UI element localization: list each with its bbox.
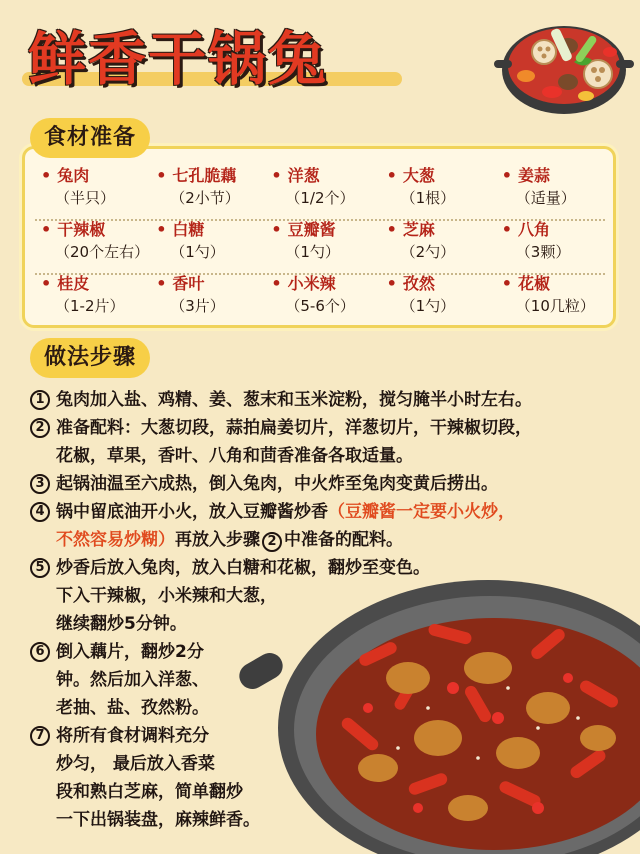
ingredient-item xyxy=(148,273,263,327)
ingredients-grid xyxy=(33,165,609,327)
ingredient-item xyxy=(379,273,494,327)
step-text-part: 中准备的配料。 xyxy=(284,530,403,550)
ingredient-name: • 大葱 xyxy=(387,165,494,187)
ingredient-qty: （1勺） xyxy=(170,243,225,261)
ingredient-item xyxy=(494,273,609,327)
step-number: 7 xyxy=(30,726,50,746)
step-number: 2 xyxy=(30,418,50,438)
ingredient-qty: （1根） xyxy=(400,189,456,207)
ingredient-name: • 芝麻 xyxy=(387,219,494,241)
ingredient-name: • 兔肉 xyxy=(41,165,148,187)
step-text: 段和熟白芝麻，简单翻炒 xyxy=(56,782,243,802)
ingredient-item xyxy=(379,165,494,219)
step-text: 炒匀， 最后放入香菜 xyxy=(56,754,215,774)
ingredient-item xyxy=(33,273,148,327)
step-text: 将所有食材调料充分 xyxy=(56,726,209,746)
step-text-part: 再放入步骤 xyxy=(175,530,260,550)
ingredient-qty: （20个左右） xyxy=(55,243,150,261)
ingredient-name: • 七孔脆藕 xyxy=(156,165,263,187)
ingredient-item xyxy=(148,219,263,273)
step-text: 老抽、盐、孜然粉。 xyxy=(56,698,209,718)
step-reference: 2 xyxy=(262,532,282,552)
ingredient-item xyxy=(494,165,609,219)
step-text: 钟。然后加入洋葱、 xyxy=(56,670,209,690)
ingredient-qty: （1-2片） xyxy=(55,297,125,315)
step-1 xyxy=(30,386,630,414)
ingredient-item xyxy=(263,219,378,273)
ingredient-qty: （半只） xyxy=(55,189,116,207)
step-text-part: 锅中留底油开小火，放入豆瓣酱炒香 xyxy=(56,502,328,522)
ingredient-qty: （1勺） xyxy=(400,297,456,315)
ingredient-item xyxy=(263,165,378,219)
step-text xyxy=(56,526,630,554)
step-number: 6 xyxy=(30,642,50,662)
ingredient-name: • 八角 xyxy=(502,219,609,241)
page-title: 鲜香干锅兔 xyxy=(28,25,329,93)
ingredient-name: • 干辣椒 xyxy=(41,219,148,241)
ingredients-heading: 食材准备 xyxy=(30,118,150,158)
ingredient-item xyxy=(33,219,148,273)
ingredient-item xyxy=(33,165,148,219)
step-highlight: （豆瓣酱一定要小火炒， xyxy=(328,502,515,522)
ingredient-item xyxy=(379,219,494,273)
ingredient-qty: （5-6个） xyxy=(285,297,355,315)
step-text: 下入干辣椒，小米辣和大葱， xyxy=(56,586,277,606)
step-5 xyxy=(30,554,630,638)
step-number: 4 xyxy=(30,502,50,522)
ingredient-item xyxy=(263,273,378,327)
ingredient-name: • 姜蒜 xyxy=(502,165,609,187)
step-text: 起锅油温至六成热，倒入兔肉，中火炸至兔肉变黄后捞出。 xyxy=(56,474,498,494)
dry-pot-illustration xyxy=(486,4,636,124)
step-2 xyxy=(30,414,630,470)
ingredient-qty: （2勺） xyxy=(400,243,456,261)
ingredient-name: • 小米辣 xyxy=(271,273,378,295)
step-number: 1 xyxy=(30,390,50,410)
step-text: 炒香后放入兔肉，放入白糖和花椒，翻炒至变色。 xyxy=(56,558,430,578)
steps-list xyxy=(30,386,630,834)
ingredient-item xyxy=(494,219,609,273)
step-number: 3 xyxy=(30,474,50,494)
ingredient-qty: （3片） xyxy=(170,297,225,315)
step-text xyxy=(56,498,630,526)
ingredient-qty: （1/2个） xyxy=(285,189,355,207)
step-text: 继续翻炒5分钟。 xyxy=(56,614,187,634)
ingredient-item xyxy=(148,165,263,219)
step-text: 兔肉加入盐、鸡精、姜、葱末和玉米淀粉，搅匀腌半小时左右。 xyxy=(56,390,532,410)
step-text: 倒入藕片，翻炒2分 xyxy=(56,642,204,662)
ingredient-name: • 桂皮 xyxy=(41,273,148,295)
ingredient-name: • 花椒 xyxy=(502,273,609,295)
step-text: 一下出锅装盘，麻辣鲜香。 xyxy=(56,810,260,830)
steps-heading: 做法步骤 xyxy=(30,338,150,378)
ingredients-card xyxy=(22,146,616,328)
step-text: 准备配料：大葱切段，蒜拍扁姜切片，洋葱切片，干辣椒切段， xyxy=(56,418,532,438)
step-highlight: 不然容易炒糊） xyxy=(56,530,175,550)
ingredient-name: • 白糖 xyxy=(156,219,263,241)
ingredient-name: • 香叶 xyxy=(156,273,263,295)
step-3 xyxy=(30,470,630,498)
ingredient-qty: （适量） xyxy=(515,189,576,207)
ingredient-qty: （2小节） xyxy=(170,189,240,207)
ingredient-qty: （1勺） xyxy=(285,243,340,261)
ingredient-name: • 孜然 xyxy=(387,273,494,295)
step-number: 5 xyxy=(30,558,50,578)
ingredient-name: • 豆瓣酱 xyxy=(271,219,378,241)
ingredient-qty: （3颗） xyxy=(515,243,571,261)
step-7 xyxy=(30,722,630,834)
ingredient-name: • 洋葱 xyxy=(271,165,378,187)
step-4 xyxy=(30,498,630,554)
step-text: 花椒，草果，香叶、八角和茴香准备各取适量。 xyxy=(56,446,413,466)
step-6 xyxy=(30,638,300,722)
ingredient-qty: （10几粒） xyxy=(515,297,595,315)
